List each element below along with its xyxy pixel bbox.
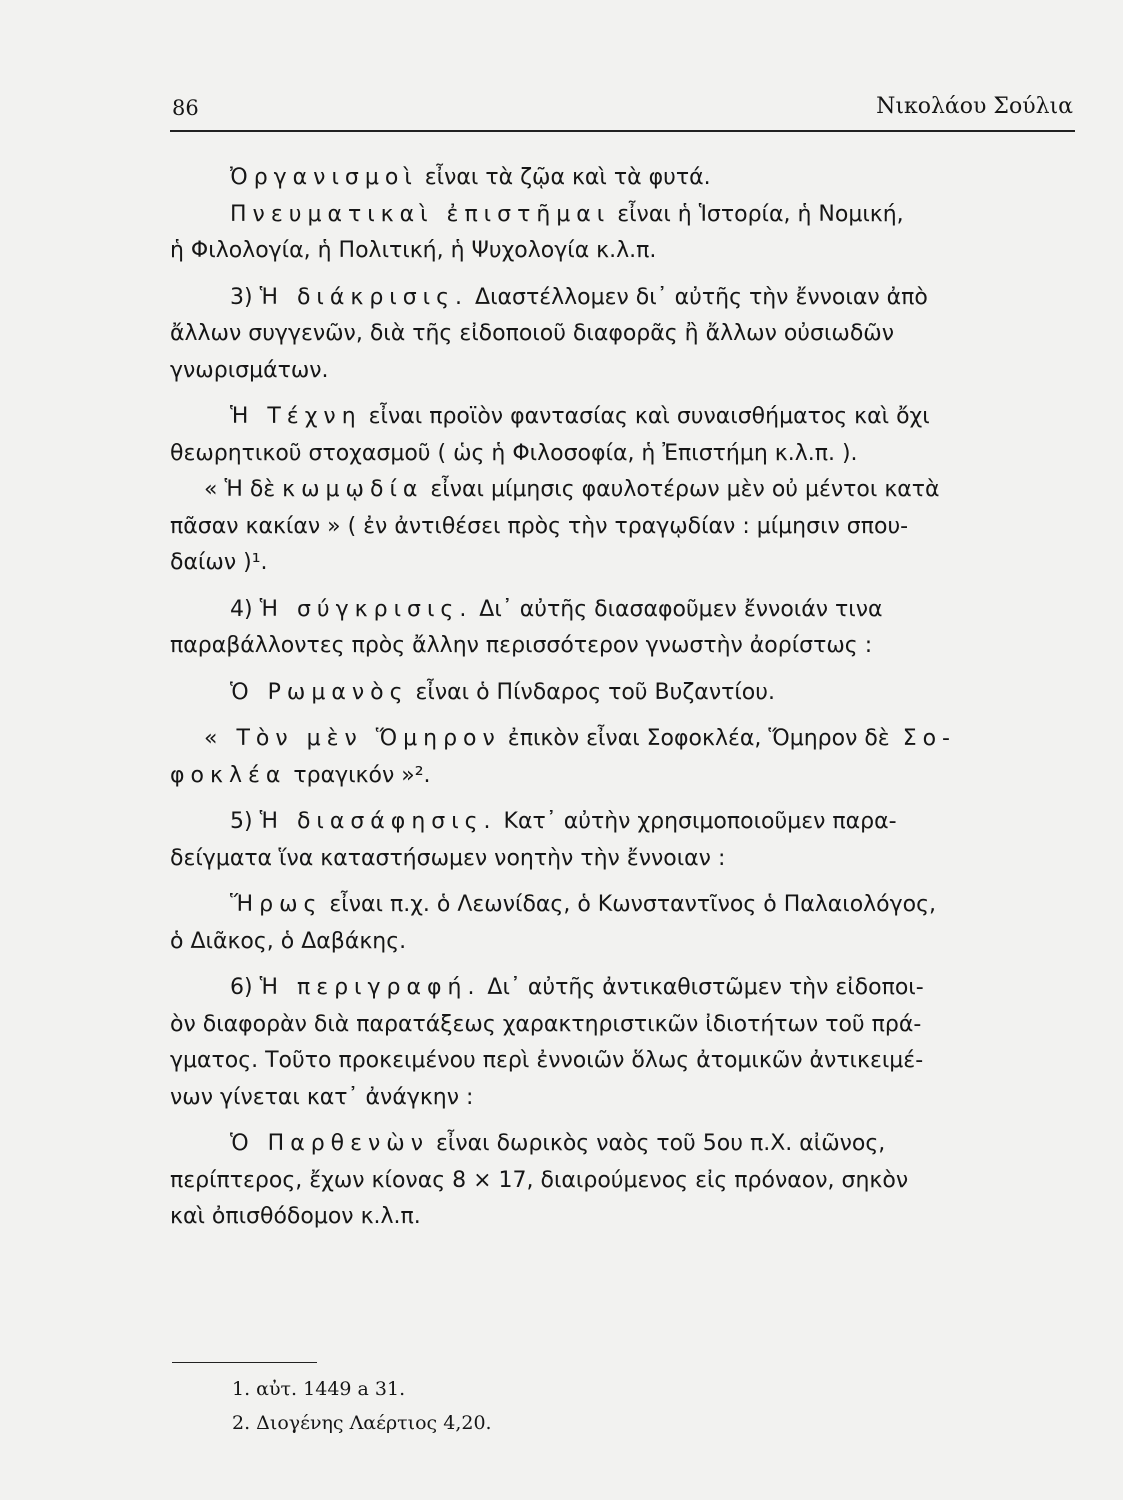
text-line: θεωρητικοῦ στοχασμοῦ ( ὡς ἡ Φιλοσοφία, ἡ Ἐπιστήμη κ.λ.π. ). <box>170 440 858 466</box>
spaced-term: Ἡ διάκρισις. <box>259 284 469 310</box>
text-span: ἐπικὸν εἶναι Σοφοκλέα, Ὅμηρον δὲ <box>500 726 890 751</box>
text-line <box>170 592 1075 629</box>
text-line: γνωρισμάτων. <box>170 357 329 383</box>
text-span: εἶναι ἡ Ἱστορία, ἡ Νομική, <box>610 201 904 227</box>
text-line: δαίων )¹. <box>170 550 268 575</box>
text-line: νων γίνεται κατ᾽ ἀνάγκην : <box>170 1084 474 1110</box>
text-span: εἶναι προϊὸν φαντασίας καὶ συναισθήματος καὶ ὄχι <box>361 404 930 429</box>
text-line <box>170 758 1075 795</box>
text-span: εἶναι ὁ Πίνδαρος τοῦ Βυζαντίου. <box>408 679 775 705</box>
footnotes <box>232 1372 492 1440</box>
text-span: Κατ᾽ αὐτὴν χρησιμοποιοῦμεν παρα- <box>496 809 897 834</box>
footnote-2: 2. Διογένης Λαέρτιος 4,20. <box>232 1412 492 1434</box>
text-line: καὶ ὀπισθόδομον κ.λ.π. <box>170 1204 421 1229</box>
spaced-term: Ἡ περιγραφή. <box>259 975 481 1000</box>
text-line: παραβάλλοντες πρὸς ἄλλην περισσότερον γνωστὴν ἀορίστως : <box>170 633 873 658</box>
section-number: 4) <box>230 596 260 622</box>
footnote-1: 1. αὐτ. 1449 a 31. <box>232 1378 406 1400</box>
text-span: εἶναι τὰ ζῷα καὶ τὰ φυτά. <box>417 165 711 190</box>
text-line: ἄλλων συγγενῶν, διὰ τῆς εἰδοποιοῦ διαφορᾶς ἢ ἄλλων οὐσιωδῶν <box>170 321 895 346</box>
running-head: Νικολάου Σούλια <box>876 94 1073 119</box>
text-span: εἶναι μίμησις φαυλοτέρων μὲν οὐ μέντοι κατὰ <box>423 477 940 502</box>
body-text <box>170 160 1075 1236</box>
text-line: ὁ Διᾶκος, ὁ Δαβάκης. <box>170 928 407 954</box>
text-span: « Ἡ δὲ <box>204 477 283 502</box>
text-line: ἡ Φιλολογία, ἡ Πολιτική, ἡ Ψυχολογία κ.λ.π. <box>170 238 657 263</box>
spaced-term: κωμῳδία <box>282 477 424 502</box>
spaced-term: « Τὸν μὲν Ὅμηρον <box>204 726 501 751</box>
text-span: εἶναι π.χ. ὁ Λεωνίδας, ὁ Κωνσταντῖνος ὁ Παλαιολόγος, <box>322 892 937 917</box>
page-number: 86 <box>172 96 199 120</box>
spaced-term: Ἡ Τέχνη <box>230 404 362 429</box>
text-line <box>170 280 1075 317</box>
section-number: 3) <box>230 284 260 310</box>
text-line <box>170 721 1075 758</box>
text-line <box>170 970 1075 1007</box>
text-line: δείγματα ἵνα καταστήσωμεν νοητὴν τὴν ἔννοιαν : <box>170 845 726 871</box>
spaced-term: Ὁ Παρθενὼν <box>230 1131 430 1156</box>
text-line: ὸν διαφορὰν διὰ παρατάξεως χαρακτηριστικῶν ἰδιοτήτων τοῦ πρά- <box>170 1011 922 1037</box>
footnote-rule <box>172 1362 317 1363</box>
text-line: γματος. Τοῦτο προκειμένου περὶ ἐννοιῶν ὅλως ἀτομικῶν ἀντικειμέ- <box>170 1048 924 1073</box>
spaced-term: Ἡ διασάφησις. <box>259 809 497 834</box>
text-span: εἶναι δωρικὸς ναὸς τοῦ 5ου π.Χ. αἰῶνος, <box>429 1131 886 1156</box>
text-line: περίπτερος, ἔχων κίονας 8 × 17, διαιρούμενος εἰς πρόναον, σηκὸν <box>170 1167 909 1193</box>
spaced-term: Ἡ σύγκρισις. <box>259 596 473 622</box>
text-line <box>170 197 1075 234</box>
text-span: Δι᾽ αὐτῆς διασαφοῦμεν ἔννοιάν τινα <box>472 596 883 622</box>
spaced-term: Ὁ Ρωμανὸς <box>230 679 409 705</box>
text-line <box>170 472 1075 509</box>
spaced-term: Ὀργανισμοὶ <box>230 165 418 190</box>
text-span: Διαστέλλομεν δι᾽ αὐτῆς τὴν ἔννοιαν ἀπὸ <box>468 284 928 310</box>
text-line <box>170 399 1075 436</box>
text-span: τραγικόν »². <box>286 762 431 788</box>
spaced-term: φοκλέα <box>170 762 287 788</box>
text-line <box>170 675 1075 712</box>
spaced-term: Ἥρως <box>230 892 323 917</box>
spaced-term: Σο- <box>889 726 956 751</box>
text-line: πᾶσαν κακίαν » ( ἐν ἀντιθέσει πρὸς τὴν τραγῳδίαν : μίμησιν σπου- <box>170 513 909 539</box>
text-span: Δι᾽ αὐτῆς ἀντικαθιστῶμεν τὴν εἰδοποι- <box>480 975 924 1000</box>
text-line <box>170 887 1075 924</box>
section-number: 5) <box>230 809 260 834</box>
section-number: 6) <box>230 975 260 1000</box>
spaced-term: Πνευματικαὶ ἐπιστῆμαι <box>230 201 611 227</box>
text-line <box>170 1126 1075 1163</box>
page-header <box>170 92 1075 132</box>
text-line <box>170 804 1075 841</box>
text-line <box>170 160 1075 197</box>
